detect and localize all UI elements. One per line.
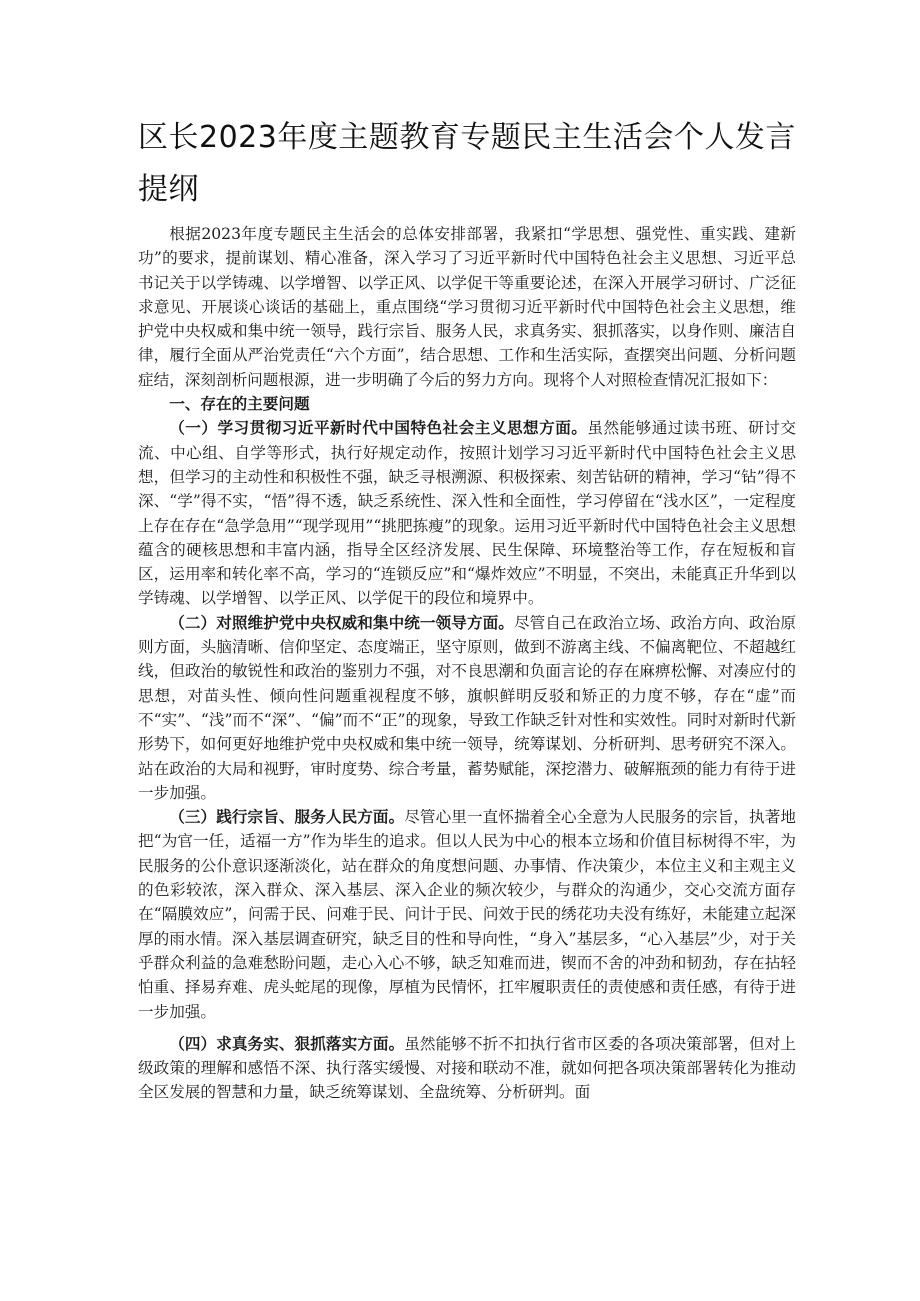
item-lead-2: （二）对照维护党中央权威和集中统一领导方面。 bbox=[169, 612, 514, 632]
item-text-3: 尽管心里一直怀揣着全心全意为人民服务的宗旨，执著地把“为官一任，适福一方”作为毕生的追求。但以人民为中心的根本立场和价值目标树得不牢，为民服务的公仆意识逐渐淡化，站在群众的角度想问题、办事情、作决策少，本位主义和主观主义的色彩较浓，深入群众、深入基层、深入企业的频次较少，与群众的沟通少，交心交流方面存在“隔膜效应”，问需于民、问难于民、问计于民、问效于民的绣花功夫没有练好，未能建立起深厚的雨水情。深入基层调查研究，缺乏目的性和导向性，“身入”基层多，“心入基层”少，对于关乎群众利益的急难愁盼问题，走心入心不够，缺乏知难而进，锲而不舍的冲劲和韧劲，存在拈轻怕重、择易弃难、虎头蛇尾的现像，厚植为民情怀，扛牢履职责任的责使感和责任感，有待于进一步加强。 bbox=[138, 808, 796, 1021]
item-text-4: 虽然能够不折不扣执行省市区委的各项决策部署，但对上级政策的理解和感悟不深、执行落实缓慢、对接和联动不准，就如何把各项决策部署转化为推动全区发展的智慧和力量，缺乏统筹谋划、全盘统筹、分析研判。面 bbox=[138, 1034, 796, 1102]
item-text-2: 尽管自己在政治立场、政治方向、政治原则方面，头脑清晰、信仰坚定、态度端正，坚守原则，做到不游离主线、不偏离靶位、不超越红线，但政治的敏锐性和政治的鉴别力不强，对不良思潮和负面言论的存在麻痹松懈、对凑应付的思想，对苗头性、倾向性问题重视程度不够，旗帜鲜明反驳和矫正的力度不够，存在“虚”而不“实”、“浅”而不“深”、“偏”而不“正”的现象，导致工作缺乏针对性和实效性。同时对新时代新形势下，如何更好地维护党中央权威和集中统一领导，统筹谋划、分析研判、思考研究不深入。站在政治的大局和视野，审时度势、综合考量，蓄势赋能，深挖潜力、破解瓶颈的能力有待于进一步加强。 bbox=[138, 613, 796, 802]
item-paragraph-3 bbox=[138, 805, 796, 1024]
item-paragraph-4 bbox=[138, 1032, 796, 1105]
item-lead-1: （一）学习贯彻习近平新时代中国特色社会主义思想方面。 bbox=[169, 418, 588, 438]
item-paragraph-1 bbox=[138, 416, 796, 610]
page-title: 区长2023年度主题教育专题民主生活会个人发言提纲 bbox=[138, 120, 796, 207]
intro-paragraph: 根据2023年度专题民主生活会的总体安排部署，我紧扣“学思想、强党性、重实践、建新功”的要求，提前谋划、精心准备，深入学习了习近平新时代中国特色社会主义思想、习近平总书记关于以学铸魂、以学增智、以学正风、以学促干等重要论述，在深入开展学习研讨、广泛征求意见、开展谈心谈话的基础上，重点围绕“学习贯彻习近平新时代中国特色社会主义思想，维护党中央权威和集中统一领导，践行宗旨、服务人民，求真务实、狠抓落实，以身作则、廉洁自律，履行全面从严治党责任“六个方面”，结合思想、工作和生活实际，查摆突出问题、分析问题症结，深刻剖析问题根源，进一步明确了今后的努力方向。现将个人对照检查情况汇报如下： bbox=[138, 225, 796, 389]
item-paragraph-2 bbox=[138, 611, 796, 805]
section-heading: 一、存在的主要问题 bbox=[169, 394, 310, 414]
item-lead-4: （四）求真务实、狠抓落实方面。 bbox=[169, 1033, 405, 1053]
item-lead-3: （三）践行宗旨、服务人民方面。 bbox=[169, 807, 405, 827]
item-text-1: 虽然能够通过读书班、研讨交流、中心组、自学等形式，执行好规定动作，按照计划学习习近平新时代中国特色社会主义思想，但学习的主动性和积极性不强，缺乏寻根溯源、积极探索、刻苦钻研的精神，学习“钻”得不深、“学”得不实，“悟”得不透，缺乏系统性、深入性和全面性，学习停留在“浅水区”，一定程度上存在存在“急学急用”“现学现用”“挑肥拣瘦”的现象。运用习近平新时代中国特色社会主义思想蕴含的硬核思想和丰富内涵，指导全区经济发展、民生保障、环境整治等工作，存在短板和盲区，运用率和转化率不高，学习的“连锁反应”和“爆炸效应”不明显，不突出，未能真正升华到以学铸魂、以学增智、以学正风、以学促干的段位和境界中。 bbox=[138, 419, 796, 608]
document-body bbox=[138, 222, 796, 1105]
